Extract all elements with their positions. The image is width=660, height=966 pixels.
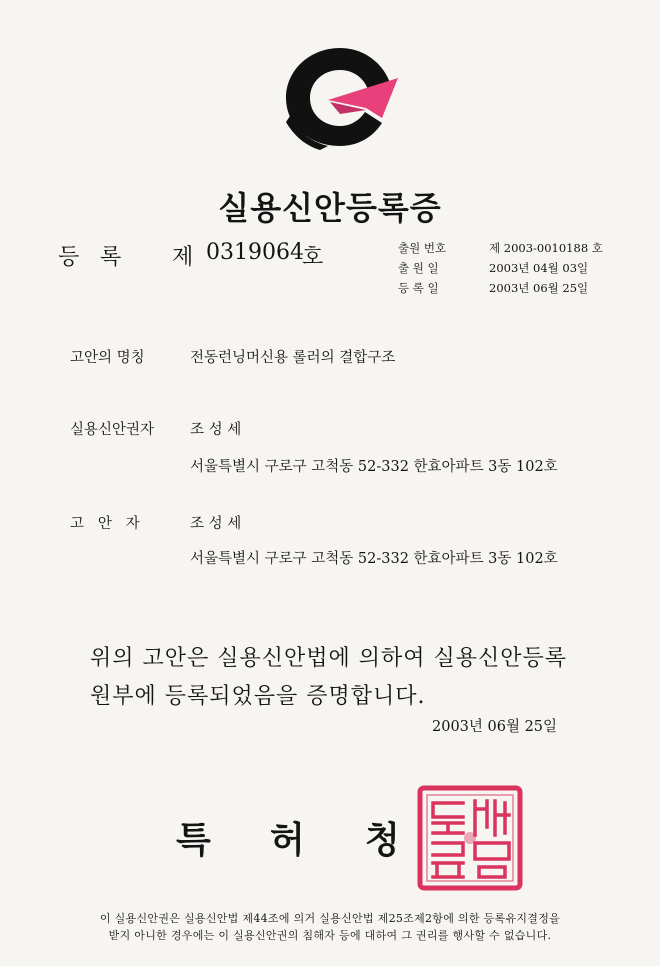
- device-name-label: 고안의 명칭: [70, 350, 145, 366]
- registration-char-4: 호: [302, 245, 324, 270]
- registration-char-3: 제: [172, 245, 194, 270]
- registration-char-2: 록: [100, 245, 122, 270]
- office-char-2: 허: [270, 820, 305, 861]
- application-date-value: 2003년 04월 03일: [489, 261, 589, 275]
- device-name-value: 전동런닝머신용 롤러의 결합구조: [190, 350, 396, 366]
- application-number-value: 제 2003-0010188 호: [489, 241, 603, 255]
- certificate-title: 실용신안등록증: [218, 189, 442, 227]
- office-char-3: 청: [365, 820, 400, 861]
- right-holder-address: 서울특별시 구로구 고척동 52-332 한효아파트 3동 102호: [190, 459, 558, 475]
- issue-date: 2003년 06월 25일: [432, 719, 558, 735]
- legal-footnote: [0, 910, 660, 944]
- right-holder-label: 실용신안권자: [70, 422, 155, 438]
- office-char-1: 특: [176, 820, 211, 861]
- official-seal-stamp: [417, 785, 523, 891]
- registration-date-label: 등 록 일: [398, 281, 439, 295]
- deviser-address: 서울특별시 구로구 고척동 52-332 한효아파트 3동 102호: [190, 551, 558, 567]
- certification-statement: [90, 640, 630, 716]
- right-holder-name: 조 성 세: [190, 422, 242, 438]
- statement-line-2: 원부에 등록되었음을 증명합니다.: [90, 684, 426, 709]
- application-date-label: 출 원 일: [398, 261, 439, 275]
- government-emblem-logo: [270, 38, 410, 158]
- deviser-label: 고 안 자: [70, 516, 140, 532]
- deviser-name: 조 성 세: [190, 516, 242, 532]
- application-number-label: 출원 번호: [398, 241, 447, 255]
- registration-char-1: 등: [58, 245, 80, 270]
- statement-line-1: 위의 고안은 실용신안법에 의하여 실용신안등록: [90, 646, 568, 671]
- registration-number: 0319064: [206, 240, 304, 265]
- footnote-line-2: 받지 아니한 경우에는 이 실용신안권의 침해자 등에 대하여 그 권리를 행사할 수 없습니다.: [108, 929, 552, 942]
- registration-date-value: 2003년 06월 25일: [489, 281, 589, 295]
- footnote-line-1: 이 실용신안권은 실용신안법 제44조에 의거 실용신안법 제25조제2항에 의한 등록유지결정을: [99, 912, 561, 925]
